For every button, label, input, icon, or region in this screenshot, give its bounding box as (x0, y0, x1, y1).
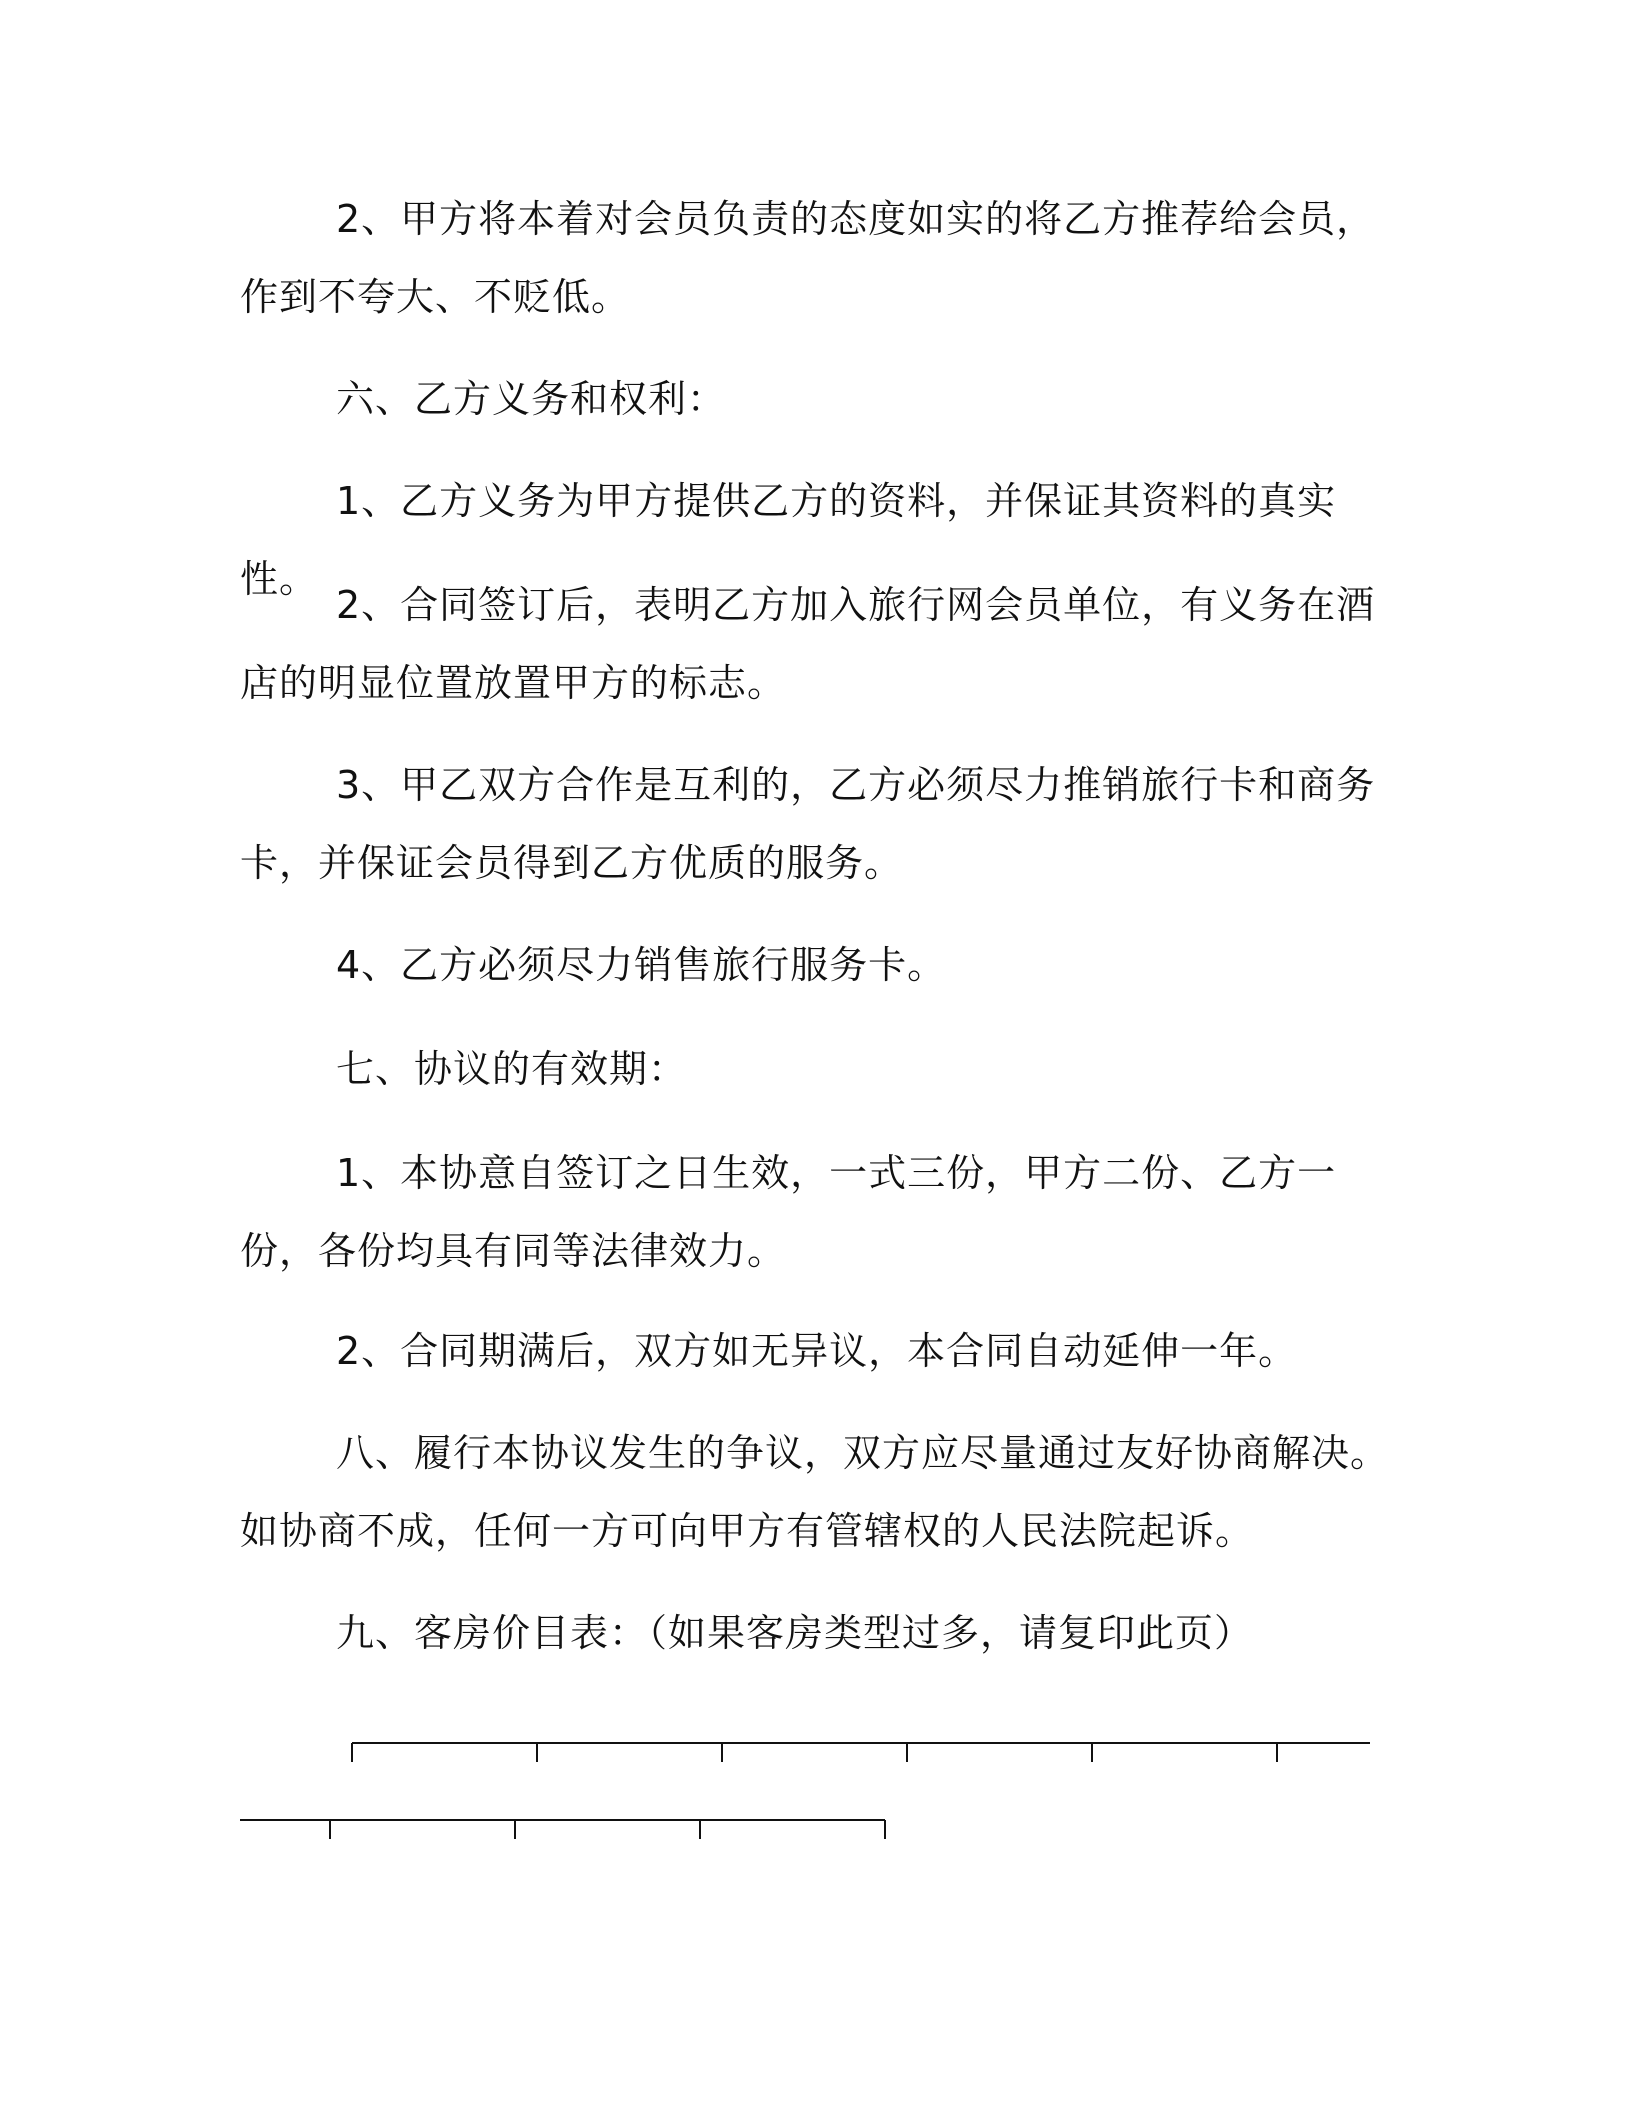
section-8-clause: 八、履行本协议发生的争议，双方应尽量通过友好协商解决。如协商不成，任何一方可向甲方有管辖权的人民法院起诉。 (240, 1431, 1390, 1553)
clause-6-item-3: 3、甲乙双方合作是互利的，乙方必须尽力推销旅行卡和商务卡，并保证会员得到乙方优质的服务。 (240, 763, 1376, 885)
section-7-heading: 七、协议的有效期： (336, 1047, 688, 1091)
clause-5-item-2: 2、甲方将本着对会员负责的态度如实的将乙方推荐给会员，作到不夸大、不贬低。 (240, 197, 1376, 319)
clause-6-item-4: 4、乙方必须尽力销售旅行服务卡。 (336, 943, 947, 987)
clause-7-item-1: 1、本协意自签订之日生效，一式三份，甲方二份、乙方一份，各份均具有同等法律效力。 (240, 1151, 1337, 1273)
clause-6-item-2: 2、合同签订后，表明乙方加入旅行网会员单位，有义务在酒店的明显位置放置甲方的标志。 (240, 583, 1376, 705)
section-6-heading: 六、乙方义务和权利： (336, 377, 727, 421)
section-9-heading: 九、客房价目表：（如果客房类型过多，请复印此页） (336, 1611, 1254, 1655)
clause-7-item-2: 2、合同期满后，双方如无异议，本合同自动延伸一年。 (336, 1329, 1298, 1373)
clause-6-item-1: 1、乙方义务为甲方提供乙方的资料，并保证其资料的真实性。 (240, 479, 1337, 601)
